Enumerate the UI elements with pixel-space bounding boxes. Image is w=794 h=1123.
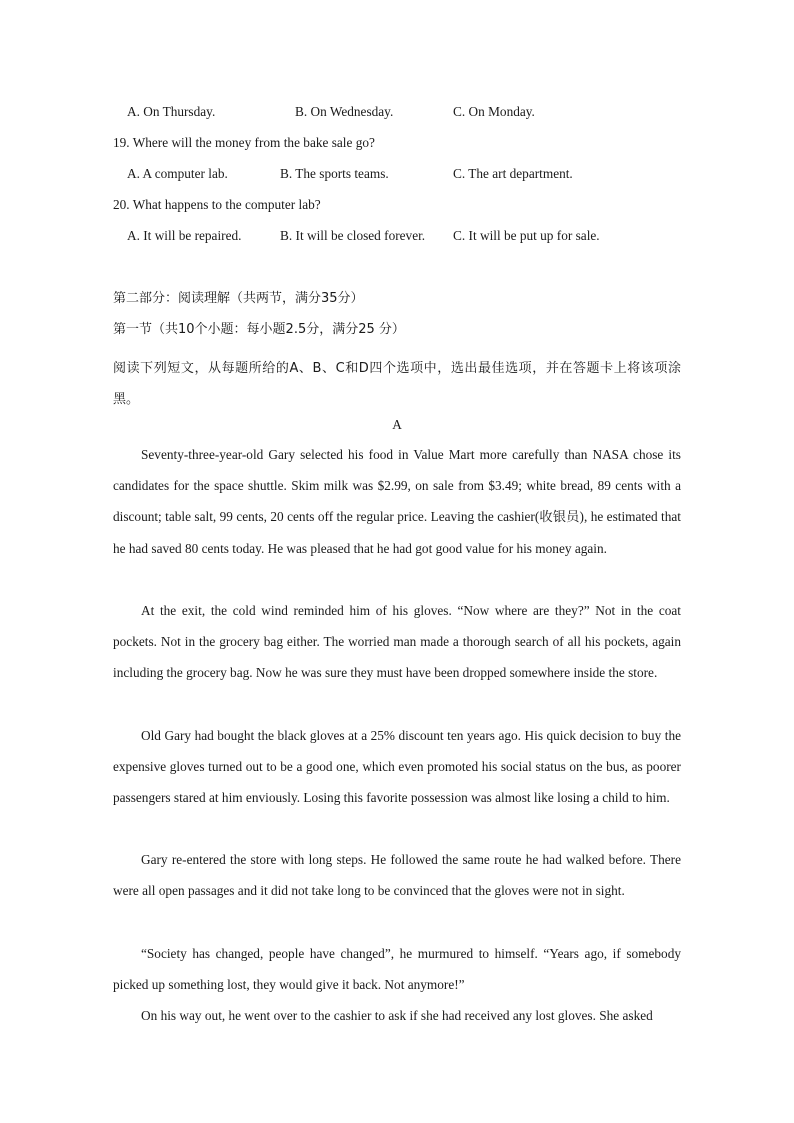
q19-stem: 19. Where will the money from the bake sale go? — [113, 135, 375, 150]
q20-option-c: C. It will be put up for sale. — [453, 228, 600, 243]
q19-option-a: A. A computer lab. — [127, 166, 228, 181]
q20-stem: 20. What happens to the computer lab? — [113, 197, 321, 212]
section-instruction: 阅读下列短文，从每题所给的A、B、C和D四个选项中，选出最佳选项，并在答题卡上将该项涂黑。 — [113, 361, 681, 407]
q18-option-b: B. On Wednesday. — [295, 104, 394, 119]
passage-label: A — [392, 417, 402, 432]
passage-paragraph-6: On his way out, he went over to the cashier to ask if she had received any lost gloves. She asked — [141, 1008, 653, 1023]
passage-paragraph-5: “Society has changed, people have changed”, he murmured to himself. “Years ago, if somebody picked up something lost, they would give it back. Not anymore!” — [113, 946, 681, 993]
passage-paragraph-2: At the exit, the cold wind reminded him of his gloves. “Now where are they?” Not in the coat pockets. Not in the grocery bag either. The worried man made a thorough search of all his pockets, again including the grocery bag. Now he was sure they must have been dropped somewhere inside the store. — [113, 603, 681, 681]
q20-option-b: B. It will be closed forever. — [280, 228, 426, 243]
q20-option-a: A. It will be repaired. — [127, 228, 242, 243]
q18-option-c: C. On Monday. — [453, 104, 535, 119]
q18-option-a: A. On Thursday. — [127, 104, 216, 119]
passage-paragraph-4: Gary re-entered the store with long steps. He followed the same route he had walked before. There were all open passages and it did not take long to be convinced that the gloves were not in sight. — [113, 852, 681, 899]
q19-option-c: C. The art department. — [453, 166, 573, 181]
passage-paragraph-1: Seventy-three-year-old Gary selected his food in Value Mart more carefully than NASA chose its candidates for the space shuttle. Skim milk was $2.99, on sale from $3.49; white bread, 89 cents with a discount; table salt, 99 cents, 20 cents off the regular price. Leaving the cashier(收银员), he estimated that he had saved 80 cents today. He was pleased that he had got good value for his money again. — [113, 447, 681, 556]
passage-paragraph-3: Old Gary had bought the black gloves at a 25% discount ten years ago. His quick decision to buy the expensive gloves turned out to be a good one, which even promoted his social status on the bus, as poorer passengers stared at him enviously. Losing this favorite possession was almost like losing a child to him. — [113, 728, 681, 806]
q19-option-b: B. The sports teams. — [280, 166, 389, 181]
sub-section-title: 第一节（共10个小题：每小题2.5分，满分25 分） — [113, 322, 405, 337]
part-title: 第二部分：阅读理解（共两节，满分35分） — [113, 291, 364, 306]
